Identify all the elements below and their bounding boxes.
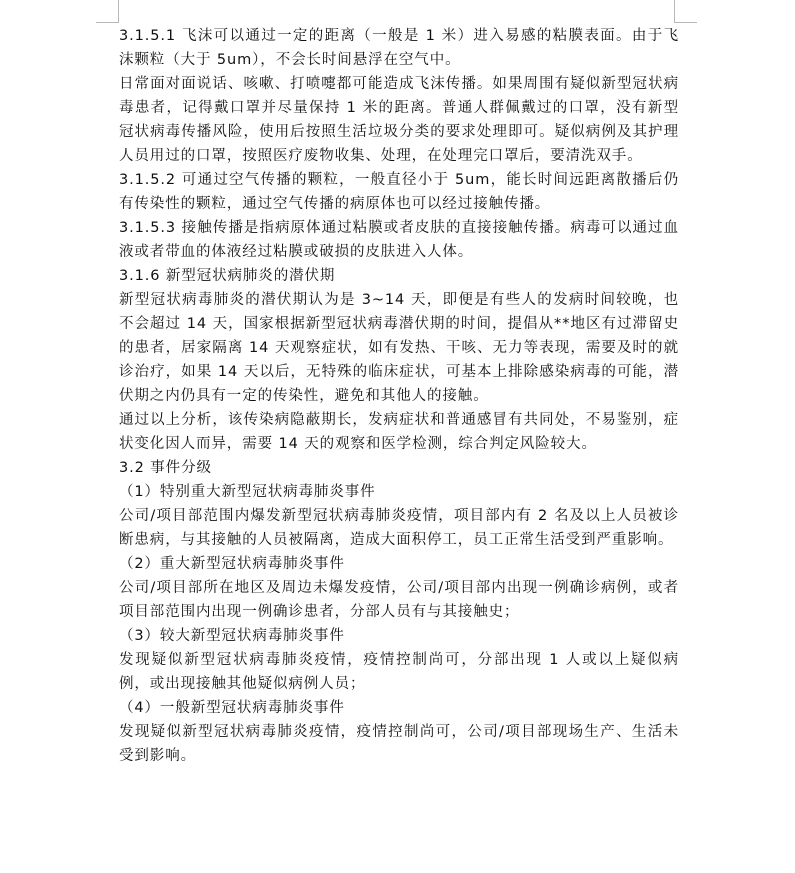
- paragraph-3-1-5-3: 3.1.5.3 接触传播是指病原体通过粘膜或者皮肤的直接接触传播。病毒可以通过血液或者带血的体液经过粘膜或破损的皮肤进入人体。: [119, 220, 679, 260]
- paragraph-3-1-5-1: 3.1.5.1 飞沫可以通过一定的距离（一般是 1 米）进入易感的粘膜表面。由于飞沫颗粒（大于 5um），不会长时间悬浮在空气中。: [119, 28, 679, 68]
- paragraph-level-4-event: 发现疑似新型冠状病毒肺炎疫情，疫情控制尚可，公司/项目部现场生产、生活未受到影响。: [119, 724, 679, 764]
- document-body: [119, 24, 679, 768]
- heading-level-4-event: （4）一般新型冠状病毒肺炎事件: [119, 700, 345, 716]
- heading-level-1-event: （1）特别重大新型冠状病毒肺炎事件: [119, 484, 376, 500]
- paragraph-level-1-event: 公司/项目部范围内爆发新型冠状病毒肺炎疫情，项目部内有 2 名及以上人员被诊断患病，与其接触的人员被隔离，造成大面积停工，员工正常生活受到严重影响。: [119, 508, 679, 548]
- paragraph-level-2-event: 公司/项目部所在地区及周边未爆发疫情，公司/项目部内出现一例确诊病例，或者项目部范围内出现一例确诊患者，分部人员有与其接触史；: [119, 580, 679, 620]
- paragraph-droplet-advice: 日常面对面说话、咳嗽、打喷嚏都可能造成飞沫传播。如果周围有疑似新型冠状病毒患者，记得戴口罩并尽量保持 1 米的距离。普通人群佩戴过的口罩，没有新型冠状病毒传播风险，使用后按照生活垃圾分类的要求处理即可。疑似病例及其护理人员用过的口罩，按照医疗废物收集、处理，在处理完口罩后，要清洗双手。: [119, 76, 679, 164]
- heading-level-3-event: （3）较大新型冠状病毒肺炎事件: [119, 628, 345, 644]
- paragraph-analysis-summary: 通过以上分析，该传染病隐蔽期长，发病症状和普通感冒有共同处，不易鉴别，症状变化因人而异，需要 14 天的观察和医学检测，综合判定风险较大。: [119, 412, 679, 452]
- heading-3-2: 3.2 事件分级: [119, 460, 212, 476]
- heading-3-1-6: 3.1.6 新型冠状病肺炎的潜伏期: [119, 268, 336, 284]
- page-corner-mark-left: [96, 0, 119, 23]
- page-corner-mark-right: [674, 0, 697, 23]
- paragraph-3-1-5-2: 3.1.5.2 可通过空气传播的颗粒，一般直径小于 5um，能长时间远距离散播后仍有传染性的颗粒，通过空气传播的病原体也可以经过接触传播。: [119, 172, 679, 212]
- paragraph-incubation-period: 新型冠状病毒肺炎的潜伏期认为是 3~14 天，即便是有些人的发病时间较晚，也不会超过 14 天，国家根据新型冠状病毒潜伏期的时间，提倡从**地区有过滞留史的患者，居家隔离 14 天观察症状，如有发热、干咳、无力等表现，需要及时的就诊治疗，如果 14 天以后，无特殊的临床症状，可基本上排除感染病毒的可能，潜伏期之内仍具有一定的传染性，避免和其他人的接触。: [119, 292, 679, 404]
- paragraph-level-3-event: 发现疑似新型冠状病毒肺炎疫情，疫情控制尚可，分部出现 1 人或以上疑似病例，或出现接触其他疑似病例人员；: [119, 652, 679, 692]
- heading-level-2-event: （2）重大新型冠状病毒肺炎事件: [119, 556, 345, 572]
